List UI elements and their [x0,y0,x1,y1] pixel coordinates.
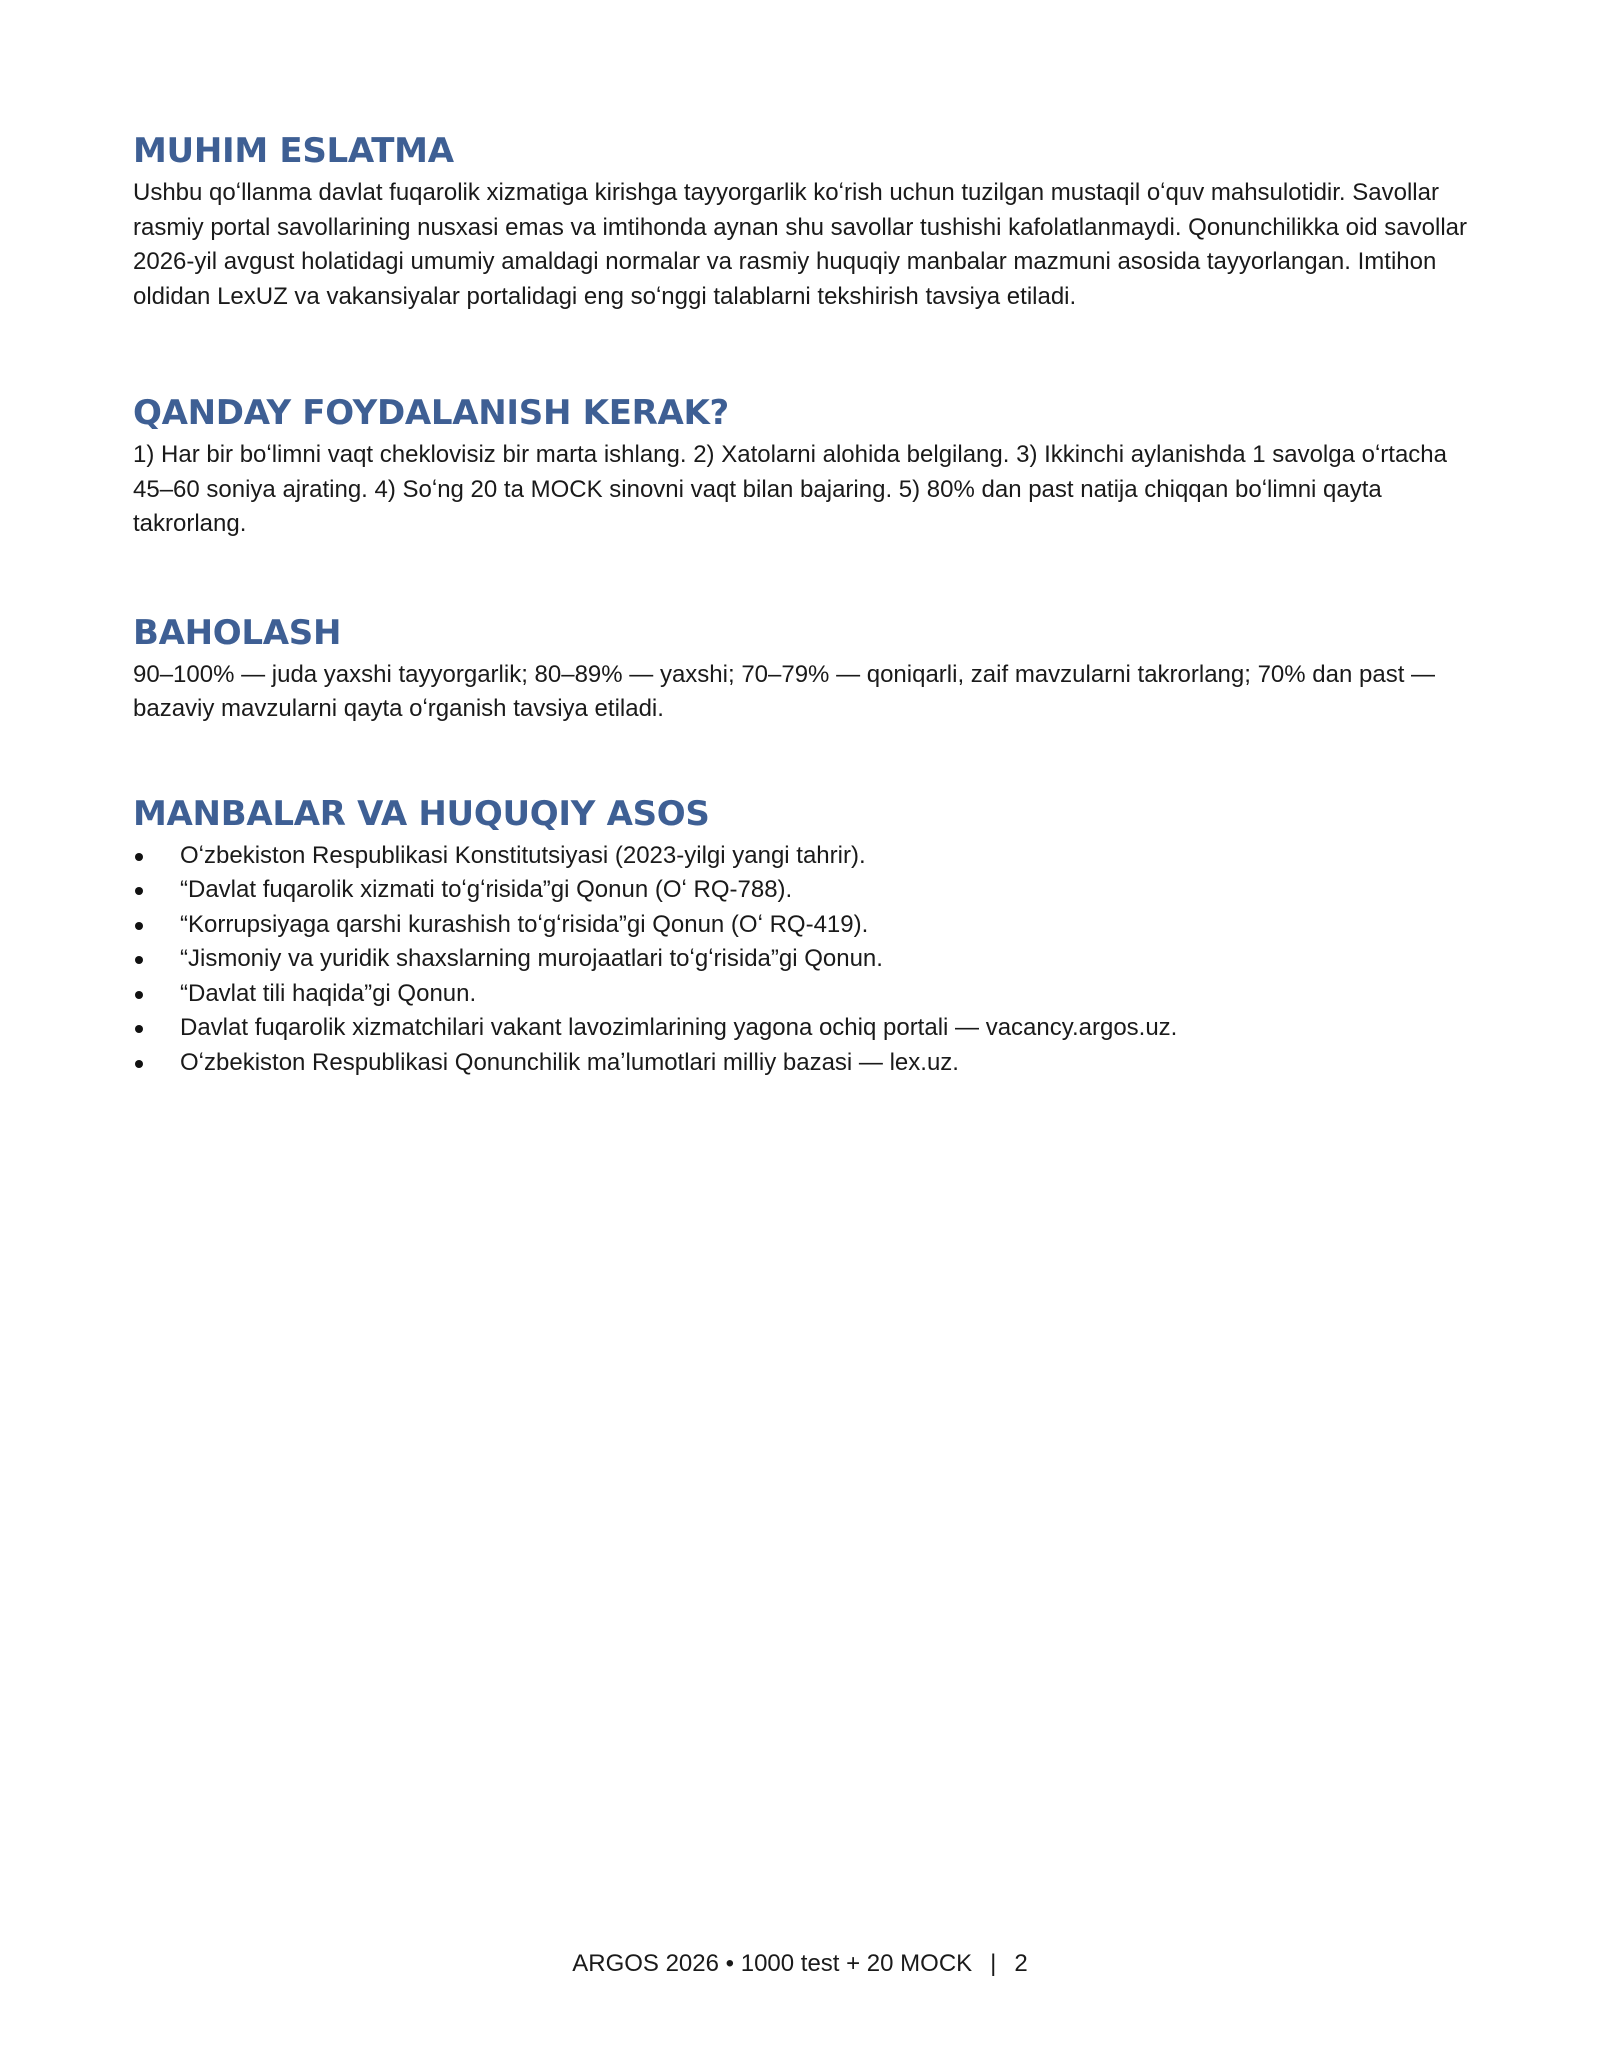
bullet-icon [135,956,143,964]
bullet-icon [135,922,143,930]
document-page [133,130,1473,1080]
list-item [133,839,1473,874]
usage-text: 1) Har bir boʻlimni vaqt cheklovisiz bir marta ishlang. 2) Xatolarni alohida belgilang. 3) Ikkinchi aylanishda 1 savolga oʻrtacha 45–60 soniya ajrating. 4) Soʻng 20 ta MOCK sinovni vaqt bilan bajaring. 5) 80% dan past natija chiqqan boʻlimni qayta takrorlang. [133,441,1447,537]
usage-section [133,392,1473,542]
list-item [133,942,1473,977]
page-footer [0,1948,1600,1980]
list-item [133,873,1473,908]
list-item-text: “Davlat tili haqida”gi Qonun. [180,979,477,1007]
grading-text: 90–100% — juda yaxshi tayyorgarlik; 80–89% — yaxshi; 70–79% — qoniqarli, zaif mavzularni takrorlang; 70% dan past — bazaviy mavzularni qayta oʻrganish tavsiya etiladi. [133,660,1436,722]
bullet-icon [135,991,143,999]
bullet-icon [135,1025,143,1033]
notice-text: Ushbu qoʻllanma davlat fuqarolik xizmatiga kirishga tayyorgarlik koʻrish uchun tuzilgan mustaqil oʻquv mahsulotidir. Savollar rasmiy portal savollarining nusxasi emas va imtihonda aynan shu savollar tushishi kafolatlanmaydi. Qonunchilikka oid savollar 2026-yil avgust holatidagi umumiy amaldagi normalar va rasmiy huquqiy manbalar mazmuni asosida tayyorlangan. Imtihon oldidan LexUZ va vakansiyalar portalidagi eng soʻnggi talablarni tekshirish tavsiya etiladi. [133,179,1467,310]
footer-text: ARGOS 2026 • 1000 test + 20 MOCK [572,1950,973,1977]
list-item-text: “Korrupsiyaga qarshi kurashish toʻgʻrisida”gi Qonun (Oʻ RQ-419). [180,910,869,938]
grading-heading: BAHOLASH [133,612,342,653]
footer-separator: | [990,1950,997,1977]
sources-section [133,793,1473,1081]
sources-list [133,839,1473,1081]
list-item [133,977,1473,1012]
grading-section [133,612,1473,727]
list-item-text: Davlat fuqarolik xizmatchilari vakant lavozimlarining yagona ochiq portali — vacancy.argos.uz. [180,1014,1178,1041]
list-item-text: Oʻzbekiston Respublikasi Qonunchilik maʼlumotlari milliy bazasi — lex.uz. [180,1048,959,1076]
list-item [133,1011,1473,1046]
sources-heading: MANBALAR VA HUQUQIY ASOS [133,793,710,834]
bullet-icon [135,887,143,895]
list-item [133,908,1473,943]
list-item [133,1046,1473,1081]
list-item-text: “Davlat fuqarolik xizmati toʻgʻrisida”gi Qonun (Oʻ RQ-788). [180,876,793,903]
list-item-text: Oʻzbekiston Respublikasi Konstitutsiyasi (2023-yilgi yangi tahrir). [180,841,866,869]
notice-heading: MUHIM ESLATMA [133,131,454,171]
notice-section [133,130,1473,314]
page-number: 2 [1014,1950,1028,1977]
list-item-text: “Jismoniy va yuridik shaxslarning murojaatlari toʻgʻrisida”gi Qonun. [180,945,883,972]
bullet-icon [135,853,143,861]
usage-heading: QANDAY FOYDALANISH KERAK? [133,393,729,433]
bullet-icon [135,1060,143,1068]
